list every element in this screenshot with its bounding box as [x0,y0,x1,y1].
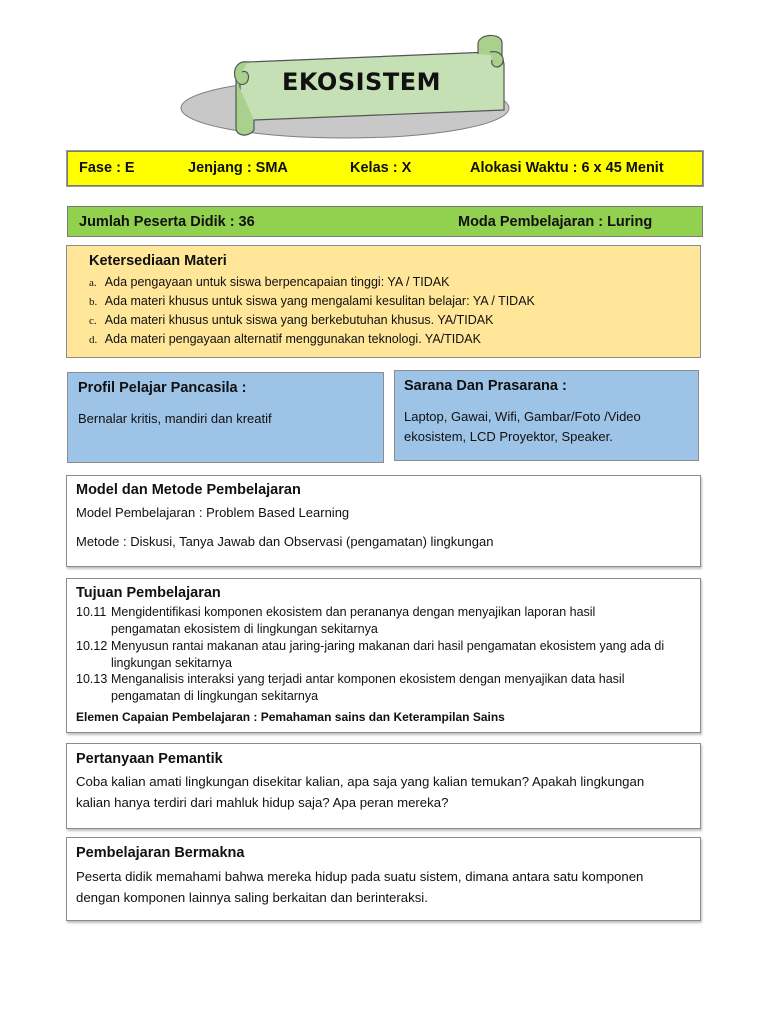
sarana-line-2: ekosistem, LCD Proyektor, Speaker. [404,429,613,444]
sarana-prasarana-box [394,370,699,461]
pemantik-line-1: Coba kalian amati lingkungan disekitar kalian, apa saja yang kalian temukan? Apakah lingkungan [76,774,645,789]
profil-pelajar-box [67,372,384,463]
materi-item-letter: d. [89,334,98,346]
tujuan-item-number: 10.12 [76,639,108,653]
model-title: Model dan Metode Pembelajaran [76,482,301,498]
materi-title: Ketersediaan Materi [89,253,227,269]
pemantik-title: Pertanyaan Pemantik [76,751,223,767]
materi-item [89,332,481,346]
profil-title: Profil Pelajar Pancasila : [78,380,247,396]
model-metode-box [66,475,701,567]
tujuan-item-line-1: Menyusun rantai makanan atau jaring-jaring makanan dari hasil pengamatan ekosistem yang ada di [111,639,665,653]
bermakna-line-2: dengan komponen lainnya saling berkaitan dan berinteraksi. [76,890,428,905]
pertanyaan-pemantik-box [66,743,701,829]
tujuan-item-line-2: pengamatan ekosistem di lingkungan sekitarnya [111,622,378,636]
materi-item-letter: a. [89,277,97,289]
materi-item [89,313,493,327]
sarana-title: Sarana Dan Prasarana : [404,378,567,394]
pemantik-line-2: kalian hanya terdiri dari mahluk hidup saja? Apa peran mereka? [76,795,449,810]
metode-line: Metode : Diskusi, Tanya Jawab dan Observasi (pengamatan) lingkungan [76,534,494,549]
elemen-capaian: Elemen Capaian Pembelajaran : Pemahaman sains dan Keterampilan Sains [76,710,505,724]
ketersediaan-materi-box [66,245,701,358]
fase-label: Fase : E [79,160,135,176]
materi-item-letter: c. [89,315,97,327]
tujuan-title: Tujuan Pembelajaran [76,585,221,601]
bermakna-line-1: Peserta didik memahami bahwa mereka hidup pada suatu sistem, dimana antara satu komponen [76,869,644,884]
model-line: Model Pembelajaran : Problem Based Learning [76,505,350,520]
info-strip-yellow [67,151,703,186]
materi-item-text: Ada materi pengayaan alternatif menggunakan teknologi. YA/TIDAK [104,332,481,346]
bermakna-title: Pembelajaran Bermakna [76,845,245,861]
materi-item [89,275,449,289]
pembelajaran-bermakna-box [66,837,701,921]
alokasi-waktu-label: Alokasi Waktu : 6 x 45 Menit [470,160,664,176]
page-title: EKOSISTEM [282,68,441,96]
jumlah-peserta-label: Jumlah Peserta Didik : 36 [79,214,255,230]
tujuan-item-line-1: Mengidentifikasi komponen ekosistem dan perananya dengan menyajikan laporan hasil [111,605,596,619]
materi-item-text: Ada materi khusus untuk siswa yang berkebutuhan khusus. YA/TIDAK [104,313,494,327]
profil-text: Bernalar kritis, mandiri dan kreatif [78,411,272,426]
materi-item-text: Ada pengayaan untuk siswa berpencapaian tinggi: YA / TIDAK [104,275,450,289]
tujuan-pembelajaran-box [66,578,701,733]
sarana-line-1: Laptop, Gawai, Wifi, Gambar/Foto /Video [404,409,641,424]
jenjang-label: Jenjang : SMA [188,160,288,176]
info-strip-green [67,206,703,237]
tujuan-item-number: 10.13 [76,672,108,686]
tujuan-item-number: 10.11 [76,605,107,619]
tujuan-item-line-2: lingkungan sekitarnya [111,656,232,670]
materi-item-letter: b. [89,296,98,308]
materi-item [89,294,535,308]
tujuan-item-line-2: pengamatan di lingkungan sekitarnya [111,689,319,703]
materi-item-text: Ada materi khusus untuk siswa yang mengalami kesulitan belajar: YA / TIDAK [104,294,535,308]
tujuan-item-line-1: Menganalisis interaksi yang terjadi antar komponen ekosistem dengan menyajikan data hasil [111,672,625,686]
moda-pembelajaran-label: Moda Pembelajaran : Luring [458,214,653,230]
kelas-label: Kelas : X [350,160,412,176]
